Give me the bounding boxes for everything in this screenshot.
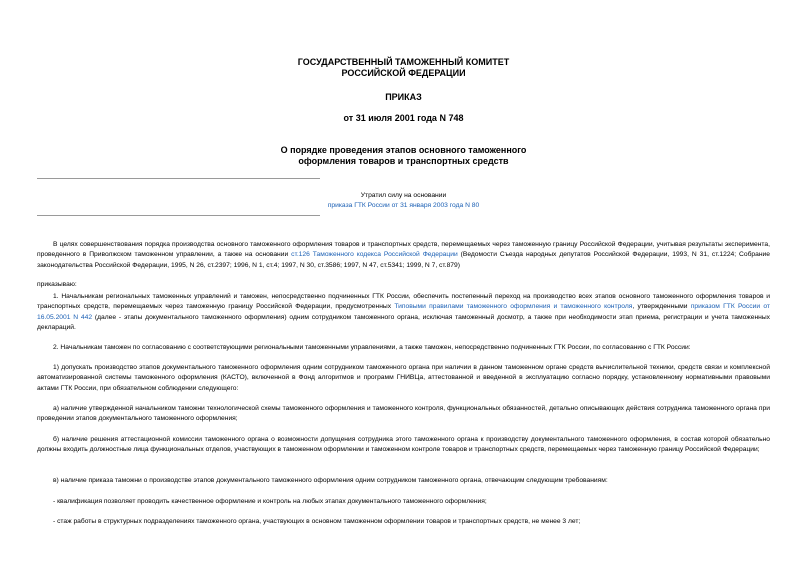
document-type: ПРИКАЗ: [385, 92, 422, 102]
document-title-line1: О порядке проведения этапов основного таможенного: [280, 145, 527, 155]
item-v-paragraph: в) наличие приказа таможни о производстве этапов документального таможенного оформления одним сотрудником таможенного органа, отвечающим следующим требованиям:: [53, 477, 608, 484]
document-date-number: от 31 июля 2001 года N 748: [343, 113, 464, 123]
requirement-2: - стаж работы в структурных подразделениях таможенного органа, участвующих в основном таможенном оформлении товаров и транспортных средств, не менее 3 лет;: [53, 518, 581, 525]
customs-code-link[interactable]: ст.126 Таможенного кодекса Российской Федерации: [291, 251, 458, 259]
standard-rules-link[interactable]: Типовыми правилами таможенного оформления и таможенного контроля: [394, 303, 633, 311]
item-1-text: 1. Начальникам региональных таможенных управлений и таможен, непосредственно подчиненных ГТК России, обеспечить постепенный переход на производство всех этапов основного таможенного оформления товаров и транспортных средств, перемещаемых через таможенную границу Российской Федерации, предусмотренных: [37, 293, 770, 311]
repeal-link[interactable]: приказа ГТК России от 31 января 2003 года N 80: [327, 202, 480, 209]
item-1-text-cont: , утвержденными: [632, 303, 691, 311]
requirement-1: - квалификация позволяет проводить качественное оформление и контроль на любых этапах документального таможенного оформления;: [53, 498, 487, 505]
issuer-line2: РОССИЙСКОЙ ФЕДЕРАЦИИ: [341, 68, 466, 78]
item-2-paragraph: 2. Начальникам таможен по согласованию с соответствующими региональными таможенными управлениями, а также таможен, непосредственно подчиненных ГТК России, по согласованию с ГТК России:: [53, 344, 691, 351]
divider-bottom: [37, 215, 320, 216]
item-1-text-end: (далее - этапы документального таможенного оформления) одним сотрудником таможенного органа, исключая таможенный досмотр, а также при необходимости этап приема, регистрации и учета таможенных деклараций.: [37, 313, 770, 331]
item-1-paragraph: [37, 292, 770, 333]
issuer-line1: ГОСУДАРСТВЕННЫЙ ТАМОЖЕННЫЙ КОМИТЕТ: [297, 57, 510, 67]
preamble-text-cont: (Ведомости Съезда народных депутатов Российской Федерации, 1993, N 31, ст.1224; Собрание законодательства Российской Федерации, 1995, N 26, ст.2397; 1996, N 1, ст.4; 1997, N 30, ст.3586; 1997, N 47, ст.5341; 1999, N 7, ст.879): [37, 251, 771, 269]
repeal-text: Утратил силу на основании: [360, 192, 447, 199]
preamble-paragraph: [37, 240, 770, 271]
preamble-text: В целях совершенствования порядка производства основного таможенного оформления товаров и транспортных средств, перемещаемых через таможенную границу Российской Федерации, учитывая результаты эксперимента, проведенного в Приволжском таможенном управлении, а также на основании: [37, 241, 770, 259]
divider-top: [37, 178, 320, 179]
item-2-1-paragraph: 1) допускать производство этапов документального таможенного оформления одним сотрудником таможенного органа при наличии в данном таможенном органе средств вычислительной техники, средств связи и комплексной автоматизированной системы таможенного оформления (КАСТО), включенной в Фонд алгоритмов и программ ГНИВЦа, аттестованной и введенной в эксплуатацию согласно порядку, установленному нормативными правовыми актами ГТК России, при обязательном соблюдении следующего:: [37, 364, 770, 392]
order-word: приказываю:: [37, 281, 77, 288]
item-a-paragraph: а) наличие утвержденной начальником таможни технологической схемы таможенного оформления и таможенного контроля, функциональных обязанностей, детально описывающих действия сотрудника таможенного органа при проведении этапов документального таможенного оформления;: [37, 405, 770, 423]
item-b-paragraph: б) наличие решения аттестационной комиссии таможенного органа о возможности допущения сотрудника этого таможенного органа к производству документального таможенного оформления, в состав которой обязательно должны входить должностные лица функциональных отделов, участвующих в таможенном оформлении и таможенном контроле товаров и транспортных средств, перемещаемых через таможенную границу Российской Федерации;: [37, 436, 770, 454]
document-title-line2: оформления товаров и транспортных средств: [298, 156, 509, 166]
gtk-order-442-link[interactable]: приказом ГТК России от 16.05.2001 N 442: [37, 303, 770, 321]
